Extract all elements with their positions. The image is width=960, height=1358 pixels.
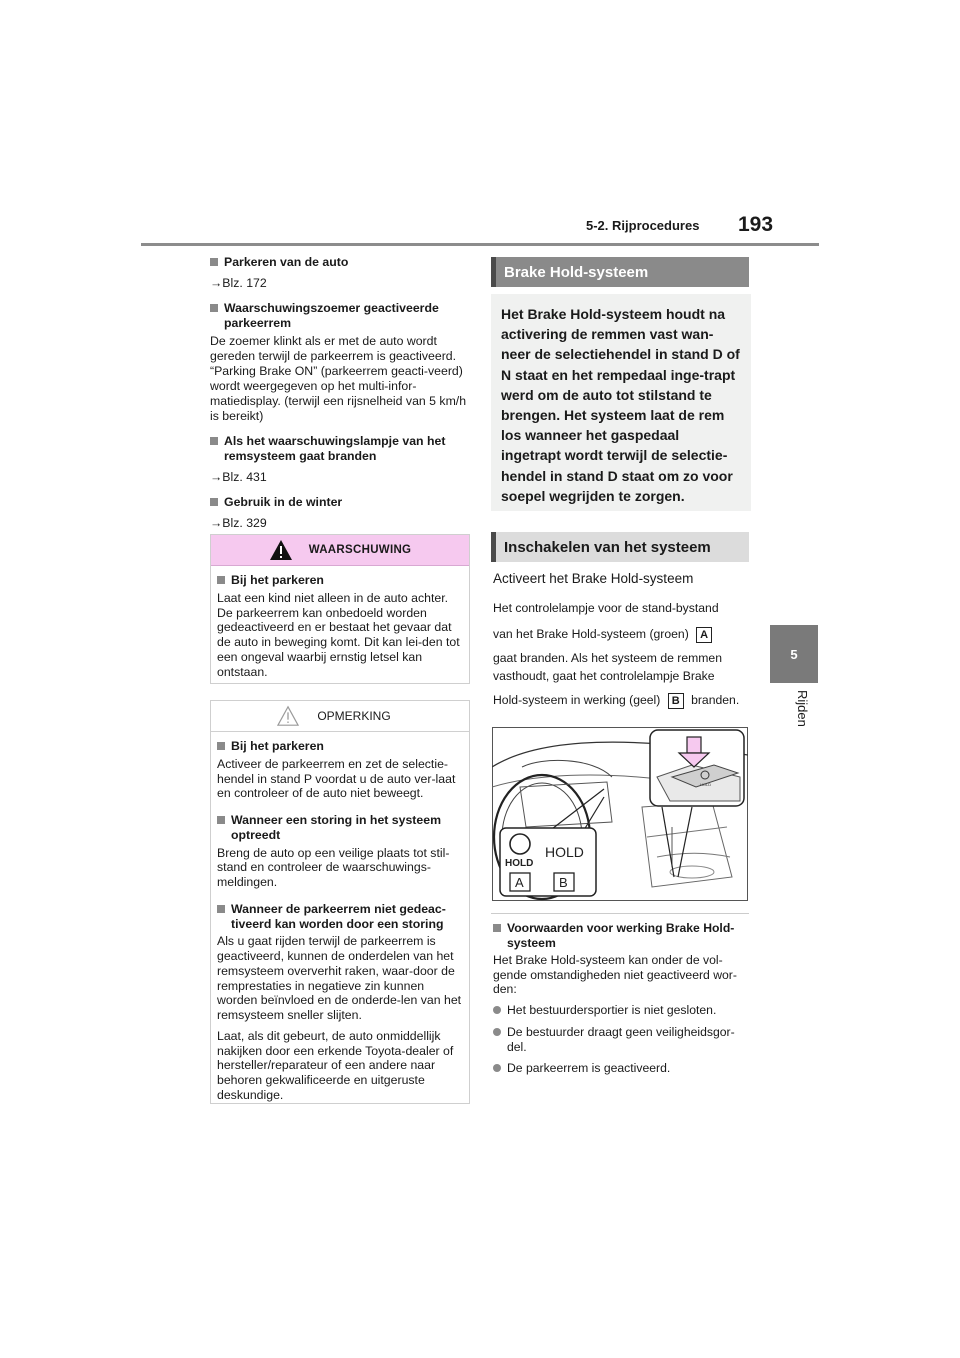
body-line: Het controlelampje voor de stand-bystand bbox=[493, 601, 719, 615]
chapter-tab[interactable] bbox=[770, 625, 818, 683]
notice-item-title: Bij het parkeren bbox=[217, 739, 463, 754]
notice-item-text: Activeer de parkeerrem en zet de selectie-hendel in stand P voordat u de auto ver-laat en controleer of de auto niet beweegt. bbox=[217, 756, 456, 801]
round-bullet-icon bbox=[493, 1006, 501, 1014]
header-rule bbox=[141, 243, 819, 246]
notice-header bbox=[211, 701, 469, 732]
item-heading: Als het waarschuwingslampje van het remsysteem gaat branden bbox=[210, 434, 468, 464]
left-column bbox=[210, 255, 468, 531]
letter-a-badge: A bbox=[696, 627, 712, 643]
square-bullet-icon bbox=[493, 924, 501, 932]
warning-header bbox=[211, 535, 469, 566]
header-accent bbox=[491, 532, 496, 562]
notice-item-title: Wanneer een storing in het systeem optreedt bbox=[217, 813, 463, 843]
section-header-brake-hold bbox=[491, 257, 749, 287]
notice-item-text: Laat, als dit gebeurt, de auto onmiddellijk nakijken door een erkende Toyota-dealer of hersteller/reparateur of een andere naar behoren gekwalificeerde en uitgeruste deskundige. bbox=[217, 1028, 454, 1102]
page-reference[interactable]: →Blz. 172 bbox=[210, 276, 267, 290]
page-reference[interactable]: →Blz. 431 bbox=[210, 470, 267, 484]
brake-hold-illustration bbox=[492, 727, 748, 901]
item-heading: Parkeren van de auto bbox=[210, 255, 468, 270]
body-line: van het Brake Hold-systeem (groen) A bbox=[493, 627, 755, 643]
square-bullet-icon bbox=[210, 258, 218, 266]
chapter-label: Rijden bbox=[795, 690, 810, 727]
warning-item-title: Bij het parkeren bbox=[217, 573, 463, 588]
conditions-text: Het Brake Hold-systeem kan onder de vol-gende omstandigheden niet geactiveerd wor-den: bbox=[493, 953, 737, 997]
item-heading: Gebruik in de winter bbox=[210, 495, 468, 510]
square-bullet-icon bbox=[210, 498, 218, 506]
caution-triangle-icon bbox=[277, 705, 299, 727]
square-bullet-icon bbox=[217, 905, 225, 913]
item-heading: Waarschuwingszoemer geactiveerde parkeerrem bbox=[210, 301, 468, 331]
body-line: gaat branden. Als het systeem de remmen bbox=[493, 651, 722, 665]
label-a: A bbox=[515, 875, 524, 890]
chapter-number: 5 bbox=[790, 646, 798, 662]
square-bullet-icon bbox=[217, 576, 225, 584]
subsection-title: Activeert het Brake Hold-systeem bbox=[493, 571, 694, 586]
notice-item-text: Breng de auto op een veilige plaats tot stil-stand en controleer de waarschuwings-meldingen. bbox=[217, 845, 450, 889]
intro-box: Het Brake Hold-systeem houdt na activering de remmen vast wan-neer de selectiehendel in stand D of N staat en het rempedaal inge-trapt werd om de auto tot stilstand te brengen. Het systeem laat de rem los wanneer het gaspedaal ingetrapt wordt terwijl de selectie-hendel in stand D staat om zo voor soepel wegrijden te zorgen. bbox=[491, 294, 751, 511]
section-heading: Brake Hold-systeem bbox=[504, 263, 649, 281]
square-bullet-icon bbox=[210, 304, 218, 312]
label-b: B bbox=[559, 875, 568, 890]
notice-heading: OPMERKING bbox=[317, 709, 391, 723]
square-bullet-icon bbox=[210, 437, 218, 445]
letter-b-badge: B bbox=[668, 693, 684, 709]
section-heading: Inschakelen van het systeem bbox=[504, 538, 711, 556]
section-title: 5-2. Rijprocedures bbox=[586, 218, 700, 233]
notice-box bbox=[210, 700, 470, 1104]
square-bullet-icon bbox=[217, 742, 225, 750]
page-reference[interactable]: →Blz. 329 bbox=[210, 516, 267, 530]
hold-text: HOLD bbox=[545, 844, 584, 860]
divider bbox=[491, 913, 749, 914]
body-line: vasthoudt, gaat het controlelampje Brake bbox=[493, 669, 715, 683]
warning-triangle-icon bbox=[269, 538, 293, 562]
warning-box bbox=[210, 534, 470, 684]
round-bullet-icon bbox=[493, 1064, 501, 1072]
warning-text: Laat een kind niet alleen in de auto achter. De parkeerrem kan onbedoeld worden gedeactiveerd en er bestaat het gevaar dat de auto in beweging komt. Dit kan lei-den tot een ongeval waarbij ernstig letsel kan ontstaan. bbox=[217, 590, 460, 679]
condition-bullet: De parkeerrem is geactiveerd. bbox=[493, 1061, 755, 1076]
section-header-activation bbox=[491, 532, 749, 562]
inset-hold-label: HOLD bbox=[700, 782, 712, 787]
page-number: 193 bbox=[738, 213, 774, 236]
conditions-heading: Voorwaarden voor werking Brake Hold-systeem bbox=[493, 921, 755, 950]
notice-item-text: Als u gaat rijden terwijl de parkeerrem is geactiveerd, kunnen de onderdelen van het remsysteem oververhit raken, waar-door de remprestaties in negatieve zin kunnen worden beïnvloed en de onderde-len van het remsysteem sneller slijten. bbox=[217, 934, 462, 1022]
hold-icon-text: HOLD bbox=[505, 858, 534, 869]
header-accent bbox=[491, 257, 496, 287]
condition-bullet: De bestuurder draagt geen veiligheidsgor-del. bbox=[493, 1025, 751, 1054]
body-line: Hold-systeem in werking (geel) B branden. bbox=[493, 693, 740, 708]
condition-bullet: Het bestuurdersportier is niet gesloten. bbox=[493, 1003, 755, 1018]
notice-item-title: Wanneer de parkeerrem niet gedeac-tiveerd kan worden door een storing bbox=[217, 902, 463, 932]
item-text: De zoemer klinkt als er met de auto wordt gereden terwijl de parkeerrem is geactiveerd. “Parking Brake ON” (parkeerrem geacti-veerd) wordt weergegeven op het multi-infor-matiedisplay. (terwijl een rijsnelheid van 5 km/h is bereikt) bbox=[210, 334, 467, 423]
square-bullet-icon bbox=[217, 816, 225, 824]
warning-heading: WAARSCHUWING bbox=[308, 544, 412, 556]
round-bullet-icon bbox=[493, 1028, 501, 1036]
